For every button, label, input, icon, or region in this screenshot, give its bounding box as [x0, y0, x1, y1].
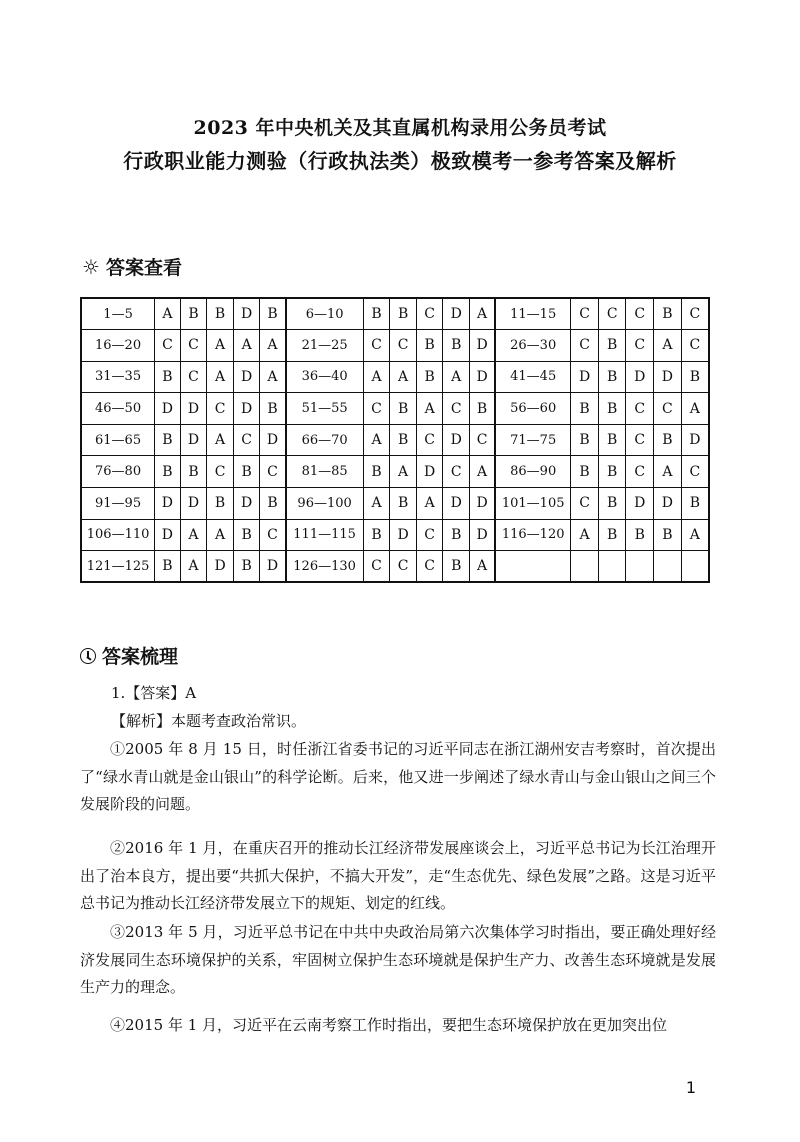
answer-cell	[654, 551, 682, 583]
question-range-cell: 36—40	[286, 361, 364, 393]
answer-cell: A	[416, 393, 443, 425]
answer-cell: D	[681, 424, 709, 456]
answer-cell: D	[155, 519, 181, 551]
answer-cell: B	[416, 361, 443, 393]
answer-cell: C	[681, 456, 709, 488]
answer-cell: D	[654, 488, 682, 520]
answer-cell: D	[233, 488, 260, 520]
answer-table	[80, 297, 710, 583]
answer-cell: D	[470, 361, 496, 393]
answer-cell: A	[207, 361, 234, 393]
answer-cell: A	[470, 298, 496, 330]
question-range-cell: 66—70	[286, 424, 364, 456]
answer-cell: A	[443, 361, 470, 393]
answer-cell: C	[626, 298, 654, 330]
answer-cell: D	[180, 424, 207, 456]
question-range-cell: 106—110	[81, 519, 155, 551]
answer-cell: B	[260, 298, 286, 330]
question-range-cell: 76—80	[81, 456, 155, 488]
answer-cell: D	[233, 393, 260, 425]
answer-cell: B	[571, 456, 599, 488]
answer-cell: B	[363, 519, 390, 551]
answer-cell: B	[681, 488, 709, 520]
question-range-cell: 26—30	[495, 330, 571, 362]
answer-cell: C	[363, 551, 390, 583]
answer-cell: C	[207, 456, 234, 488]
answer-cell: C	[180, 330, 207, 362]
answer-cell: B	[180, 456, 207, 488]
answer-cell: B	[363, 298, 390, 330]
q1-answer: 1.【答案】A	[111, 684, 197, 702]
answer-cell: B	[155, 361, 181, 393]
answer-cell: D	[260, 424, 286, 456]
answer-cell: D	[654, 361, 682, 393]
answer-cell: D	[390, 519, 417, 551]
answer-cell: B	[390, 488, 417, 520]
answer-cell: C	[363, 393, 390, 425]
question-range-cell: 71—75	[495, 424, 571, 456]
answer-cell: B	[598, 393, 626, 425]
answer-cell: B	[416, 330, 443, 362]
answer-cell: C	[598, 298, 626, 330]
answer-cell: C	[233, 424, 260, 456]
page-number: 1	[685, 1078, 696, 1097]
answer-cell: C	[390, 330, 417, 362]
question-range-cell: 91—95	[81, 488, 155, 520]
answer-cell: B	[155, 424, 181, 456]
answer-row	[81, 330, 709, 362]
answer-cell: C	[571, 488, 599, 520]
answer-cell: B	[571, 393, 599, 425]
answer-cell: C	[443, 456, 470, 488]
answer-cell: B	[180, 298, 207, 330]
answer-cell: A	[363, 361, 390, 393]
answer-cell: C	[390, 551, 417, 583]
question-range-cell: 46—50	[81, 393, 155, 425]
question-range-cell	[495, 551, 571, 583]
answer-cell	[571, 551, 599, 583]
question-range-cell: 56—60	[495, 393, 571, 425]
question-range-cell: 31—35	[81, 361, 155, 393]
answer-row	[81, 456, 709, 488]
answer-cell: A	[470, 456, 496, 488]
question-range-cell: 1—5	[81, 298, 155, 330]
sun-icon: ☼	[82, 254, 100, 279]
explanation-paragraph-1: ①2005 年 8 月 15 日，时任浙江省委书记的习近平同志在浙江湖州安吉考察时，首次提出了“绿水青山就是金山银山”的科学论断。后来，他又进一步阐述了绿水青山与金山银山之间三个发展阶段的问题。	[80, 740, 716, 813]
answer-cell: A	[571, 519, 599, 551]
answer-cell: B	[654, 519, 682, 551]
answer-cell: B	[598, 488, 626, 520]
section-answers-check	[80, 253, 182, 280]
question-range-cell: 51—55	[286, 393, 364, 425]
answer-cell	[626, 551, 654, 583]
answer-cell: B	[598, 330, 626, 362]
answer-cell: C	[571, 330, 599, 362]
answer-cell: B	[443, 330, 470, 362]
answer-cell: A	[260, 330, 286, 362]
answer-cell: A	[470, 551, 496, 583]
answer-cell: D	[443, 424, 470, 456]
answer-cell: D	[260, 551, 286, 583]
answer-row	[81, 551, 709, 583]
answer-cell: C	[626, 330, 654, 362]
question-range-cell: 111—115	[286, 519, 364, 551]
answer-row	[81, 519, 709, 551]
answer-cell	[598, 551, 626, 583]
answer-cell: B	[598, 424, 626, 456]
explanation-paragraph-4: ④2015 年 1 月，习近平在云南考察工作时指出，要把生态环境保护放在更加突出位	[110, 1016, 668, 1034]
answer-cell: D	[443, 488, 470, 520]
answer-cell: B	[571, 424, 599, 456]
answer-cell: A	[180, 551, 207, 583]
question-range-cell: 86—90	[495, 456, 571, 488]
answer-cell: B	[390, 393, 417, 425]
question-range-cell: 61—65	[81, 424, 155, 456]
page-title-line2: 行政职业能力测验（行政执法类）极致模考一参考答案及解析	[123, 149, 677, 173]
answer-cell: C	[416, 298, 443, 330]
answer-cell: D	[443, 298, 470, 330]
answer-cell: C	[626, 456, 654, 488]
answer-cell: A	[681, 393, 709, 425]
answer-cell: C	[571, 298, 599, 330]
answer-cell: D	[571, 361, 599, 393]
explanation-paragraph-3: ③2013 年 5 月，习近平总书记在中共中央政治局第六次集体学习时指出，要正确处理好经济发展同生态环境保护的关系，牢固树立保护生态环境就是保护生产力、改善生态环境就是发展生产力的理念。	[80, 923, 716, 996]
answer-cell: C	[416, 519, 443, 551]
answer-cell: A	[681, 519, 709, 551]
answer-cell: B	[390, 298, 417, 330]
explanation-paragraph-2: ②2016 年 1 月，在重庆召开的推动长江经济带发展座谈会上，习近平总书记为长江治理开出了治本良方，提出要“共抓大保护，不搞大开发”，走“生态优先、绿色发展”之路。这是习近平总书记为推动长江经济带发展立下的规矩、划定的红线。	[80, 839, 716, 912]
page-title-line1: 2023 年中央机关及其直属机构录用公务员考试	[193, 117, 607, 139]
answer-cell: C	[626, 393, 654, 425]
answer-cell: D	[470, 330, 496, 362]
answer-cell: B	[207, 298, 234, 330]
answer-cell: C	[626, 424, 654, 456]
question-range-cell: 6—10	[286, 298, 364, 330]
answer-cell: D	[470, 519, 496, 551]
answer-cell: D	[416, 456, 443, 488]
answer-cell: A	[363, 424, 390, 456]
answer-cell: C	[416, 551, 443, 583]
answer-cell: C	[416, 424, 443, 456]
answer-cell: D	[180, 393, 207, 425]
answer-cell: A	[207, 424, 234, 456]
question-range-cell: 116—120	[495, 519, 571, 551]
answer-cell: B	[598, 456, 626, 488]
section-answers-review-label: 答案梳理	[102, 646, 179, 668]
question-range-cell: 96—100	[286, 488, 364, 520]
answer-cell: B	[654, 298, 682, 330]
answer-cell: D	[180, 488, 207, 520]
answer-cell: C	[180, 361, 207, 393]
question-range-cell: 41—45	[495, 361, 571, 393]
clock-icon	[80, 648, 96, 664]
answer-cell: C	[470, 424, 496, 456]
answer-cell: D	[233, 298, 260, 330]
answer-cell: D	[155, 393, 181, 425]
answer-cell: D	[626, 361, 654, 393]
answer-cell: D	[470, 488, 496, 520]
answer-cell: C	[363, 330, 390, 362]
answer-cell: C	[443, 393, 470, 425]
answer-cell: C	[260, 519, 286, 551]
answer-cell: D	[155, 488, 181, 520]
answer-cell: A	[363, 488, 390, 520]
answer-cell: A	[155, 298, 181, 330]
answer-cell: B	[155, 551, 181, 583]
section-answers-review	[80, 642, 178, 669]
answer-cell: C	[207, 393, 234, 425]
answer-cell	[681, 551, 709, 583]
answer-cell: B	[155, 456, 181, 488]
answer-cell: B	[598, 361, 626, 393]
answer-cell: B	[681, 361, 709, 393]
answer-row	[81, 393, 709, 425]
answer-row	[81, 361, 709, 393]
question-range-cell: 121—125	[81, 551, 155, 583]
answer-cell: B	[598, 519, 626, 551]
answer-cell: A	[416, 488, 443, 520]
answer-cell: D	[207, 551, 234, 583]
answer-cell: A	[390, 456, 417, 488]
answer-cell: C	[155, 330, 181, 362]
q1-analysis: 【解析】本题考查政治常识。	[111, 712, 307, 730]
question-range-cell: 11—15	[495, 298, 571, 330]
question-range-cell: 126—130	[286, 551, 364, 583]
answer-cell: B	[443, 519, 470, 551]
answer-cell: A	[654, 456, 682, 488]
answer-cell: C	[681, 330, 709, 362]
answer-cell: D	[233, 361, 260, 393]
question-range-cell: 101—105	[495, 488, 571, 520]
answer-cell: A	[233, 330, 260, 362]
answer-cell: A	[207, 330, 234, 362]
answer-cell: A	[207, 519, 234, 551]
answer-cell: C	[681, 298, 709, 330]
answer-cell: A	[654, 330, 682, 362]
answer-cell: C	[654, 393, 682, 425]
answer-row	[81, 488, 709, 520]
section-answers-check-label: 答案查看	[106, 257, 183, 279]
answer-cell: B	[470, 393, 496, 425]
answer-cell: B	[260, 393, 286, 425]
answer-cell: B	[233, 551, 260, 583]
answer-cell: B	[207, 488, 234, 520]
answer-cell: A	[180, 519, 207, 551]
answer-cell: B	[233, 456, 260, 488]
answer-cell: B	[390, 424, 417, 456]
answer-cell: B	[654, 424, 682, 456]
question-range-cell: 81—85	[286, 456, 364, 488]
answer-cell: B	[443, 551, 470, 583]
question-range-cell: 16—20	[81, 330, 155, 362]
answer-cell: B	[363, 456, 390, 488]
question-range-cell: 21—25	[286, 330, 364, 362]
answer-row	[81, 424, 709, 456]
answer-cell: B	[260, 488, 286, 520]
answer-cell: D	[626, 488, 654, 520]
answer-cell: A	[260, 361, 286, 393]
answer-cell: A	[390, 361, 417, 393]
answer-cell: B	[233, 519, 260, 551]
answer-cell: B	[626, 519, 654, 551]
answer-cell: C	[260, 456, 286, 488]
answer-row	[81, 298, 709, 330]
